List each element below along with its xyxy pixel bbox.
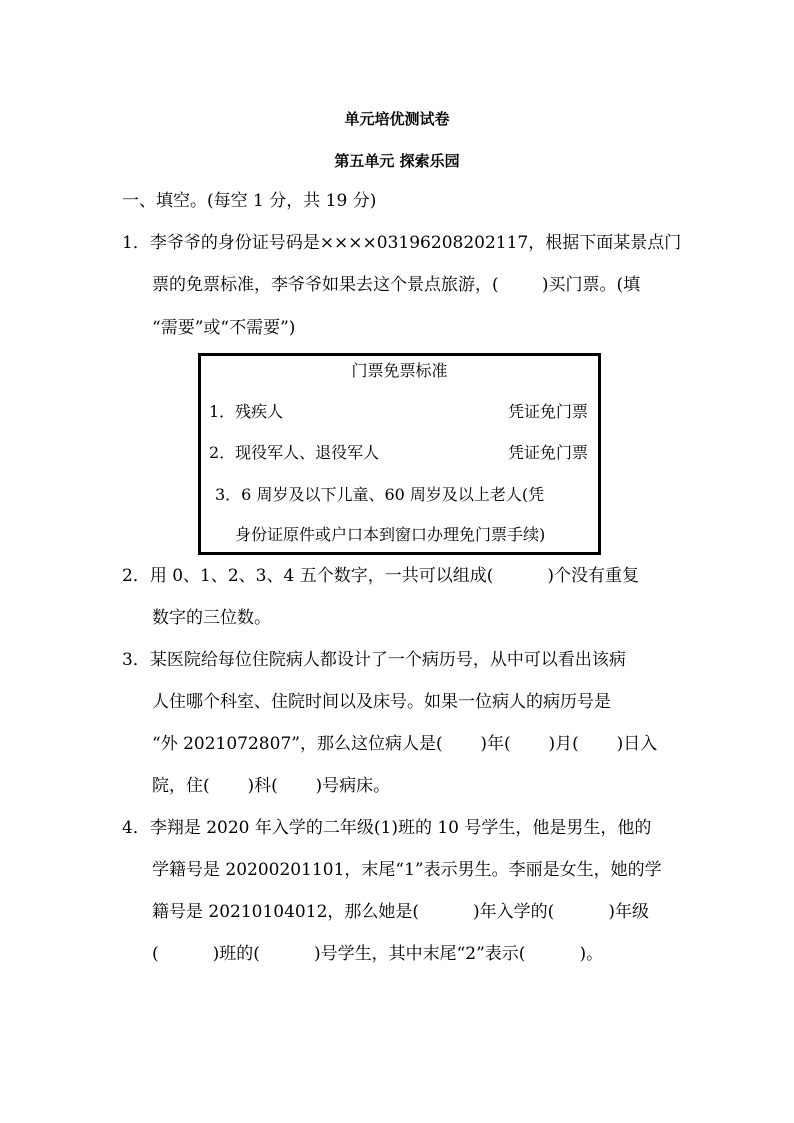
- q2-line-2: 数字的三位数。: [152, 608, 271, 628]
- q4-line-2: 学籍号是 20200201101，末尾“1”表示男生。李丽是女生，她的学: [152, 860, 662, 880]
- q2-line-1: 2．用 0、1、2、3、4 五个数字，一共可以组成( )个没有重复: [122, 566, 640, 586]
- q4-line-4: ( )班的( )号学生，其中末尾“2”表示( )。: [152, 944, 604, 964]
- box-item-2-label: 2．现役军人、退役军人: [209, 443, 380, 462]
- box-item-3-line-1: 3．6 周岁及以下儿童、60 周岁及以上老人(凭: [215, 485, 545, 504]
- q1-line-2: 票的免票标准，李爷爷如果去这个景点旅游，( )买门票。(填: [152, 275, 641, 295]
- q3-line-2: 人住哪个科室、住院时间以及床号。如果一位病人的病历号是: [152, 692, 611, 712]
- q1-line-3: “需要”或“不需要”): [152, 318, 296, 338]
- box-item-3-line-2: 身份证原件或户口本到窗口办理免门票手续): [235, 525, 546, 544]
- box-item-1-value: 凭证免门票: [507, 402, 588, 421]
- q3-line-3: “外 2021072807”，那么这位病人是( )年( )月( )日入: [152, 734, 658, 754]
- q3-line-1: 3．某医院给每位住院病人都设计了一个病历号，从中可以看出该病: [122, 650, 626, 670]
- page-title: 单元培优测试卷: [344, 110, 450, 128]
- box-item-1-label: 1．残疾人: [209, 402, 284, 421]
- q1-line-1: 1．李爷爷的身份证号码是××××03196208202117，根据下面某景点门: [122, 233, 682, 253]
- q4-line-3: 籍号是 20210104012，那么她是( )年入学的( )年级: [152, 902, 649, 922]
- section-heading: 一、填空。(每空 1 分，共 19 分): [122, 191, 377, 211]
- box-title: 门票免票标准: [351, 361, 448, 380]
- ticket-exemption-box: [198, 353, 601, 555]
- page-subtitle: 第五单元 探索乐园: [334, 152, 460, 170]
- q3-line-4: 院，住( )科( )号病床。: [152, 776, 391, 796]
- q4-line-1: 4．李翔是 2020 年入学的二年级(1)班的 10 号学生，他是男生，他的: [122, 818, 652, 838]
- box-item-2-value: 凭证免门票: [507, 443, 588, 462]
